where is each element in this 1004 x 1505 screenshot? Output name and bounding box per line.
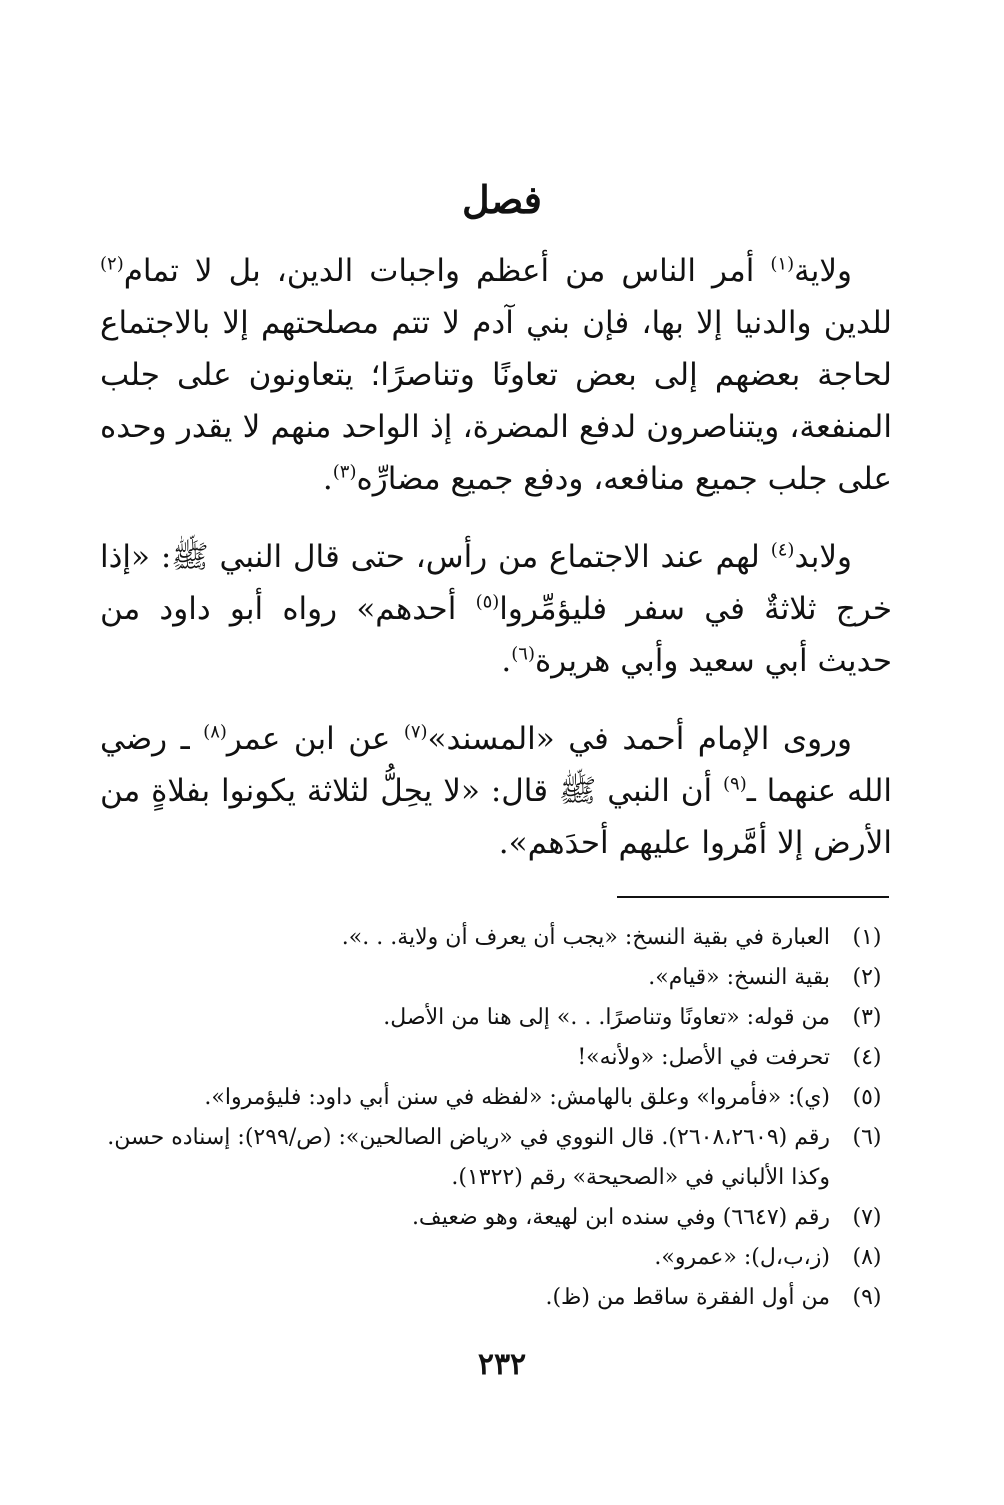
footnote-number: (٢) — [852, 965, 882, 990]
footnote — [100, 1038, 892, 1078]
footnote — [100, 918, 892, 958]
main-text — [100, 245, 892, 895]
footnote-text: (ي): «فأمروا» وعلق بالهامش: «لفظه في سنن أبي داود: فليؤمروا». — [204, 1085, 830, 1110]
footnote-number: (٦) — [852, 1125, 882, 1150]
footnote — [100, 1278, 892, 1318]
footnote-reference: (٧) — [403, 721, 428, 743]
footnote-text: رقم (٢٦٠٨،٢٦٠٩). قال النووي في «رياض الصالحين»: (ص/٢٩٩): إسناده حسن. وكذا الألباني في «الصحيحة» رقم (١٣٢٢). — [107, 1125, 830, 1190]
paragraph-text: وروى الإمام أحمد في «المسند» — [427, 721, 852, 757]
footnote — [100, 1198, 892, 1238]
footnote — [100, 1118, 892, 1198]
footnote — [100, 958, 892, 998]
footnote-divider — [617, 896, 889, 898]
footnote-number: (٣) — [852, 1005, 882, 1030]
footnote-reference: (٣) — [332, 461, 357, 483]
paragraph-text: أمر الناس من أعظم واجبات الدين، بل لا تمام — [123, 253, 771, 289]
paragraph-text: أحدهم» رواه أبو داود من حديث أبي سعيد وأبي هريرة — [100, 591, 892, 679]
footnote-number: (٤) — [852, 1045, 882, 1070]
footnote-reference: (١) — [770, 253, 795, 275]
footnote-number: (١) — [852, 925, 882, 950]
page-number: ٢٣٢ — [477, 1347, 527, 1382]
footnote-text: من أول الفقرة ساقط من (ظ). — [545, 1285, 830, 1310]
footnote-text: تحرفت في الأصل: «ولأنه»! — [577, 1045, 830, 1070]
footnote — [100, 1238, 892, 1278]
footnote-reference: (٩) — [722, 773, 747, 795]
paragraph-text: لهم عند الاجتماع من رأس، حتى قال النبي ﷺ: «إذا خرج ثلاثةٌ في سفر فليؤمِّروا — [100, 539, 892, 627]
footnote-reference: (٥) — [475, 591, 500, 613]
footnote-reference: (٨) — [203, 721, 227, 743]
paragraph — [100, 713, 892, 869]
paragraph-text: عن ابن عمر — [226, 721, 404, 757]
paragraph-text: للدين والدنيا إلا بها، فإن بني آدم لا تتم مصلحتهم إلا بالاجتماع لحاجة بعضهم إلى بعض تعاونًا وتناصرًا؛ يتعاونون على جلب المنفعة، ويتناصرون لدفع المضرة، إذ الواحد منهم لا يقدر وحده على جلب جميع منافعه، ودفع جميع مضارِّه — [100, 305, 892, 497]
footnote-number: (٩) — [852, 1285, 882, 1310]
paragraph-text: . — [322, 461, 333, 497]
section-title: فصل — [462, 177, 542, 222]
paragraph — [100, 245, 892, 505]
paragraph — [100, 531, 892, 687]
footnote-text: (ز،ب،ل): «عمرو». — [654, 1245, 830, 1270]
footnote — [100, 1078, 892, 1118]
paragraph-text: . — [501, 643, 512, 679]
footnote-text: رقم (٦٦٤٧) وفي سنده ابن لهيعة، وهو ضعيف. — [411, 1205, 830, 1230]
paragraph-text: ولابد — [794, 539, 852, 575]
paragraph-text: ـ رضي الله عنهما ـ — [100, 721, 892, 809]
paragraph-text: أن النبي ﷺ قال: «لا يحِلُّ لثلاثة يكونوا بفلاةٍ من الأرض إلا أمَّروا عليهم أحدَهم». — [100, 773, 892, 861]
footnote-number: (٨) — [852, 1245, 882, 1270]
footnote-text: العبارة في بقية النسخ: «يجب أن يعرف أن ولاية. . .». — [341, 925, 830, 950]
footnote-text: من قوله: «تعاونًا وتناصرًا. . .» إلى هنا من الأصل. — [383, 1005, 830, 1030]
footnote-reference: (٢) — [100, 253, 124, 275]
footnote-number: (٥) — [852, 1085, 882, 1110]
footnote — [100, 998, 892, 1038]
footnote-number: (٧) — [852, 1205, 882, 1230]
footnotes-list — [100, 918, 892, 1318]
paragraph-text: ولاية — [794, 253, 852, 289]
footnote-reference: (٤) — [770, 539, 795, 561]
footnote-text: بقية النسخ: «قيام». — [648, 965, 830, 990]
footnote-reference: (٦) — [511, 643, 535, 665]
